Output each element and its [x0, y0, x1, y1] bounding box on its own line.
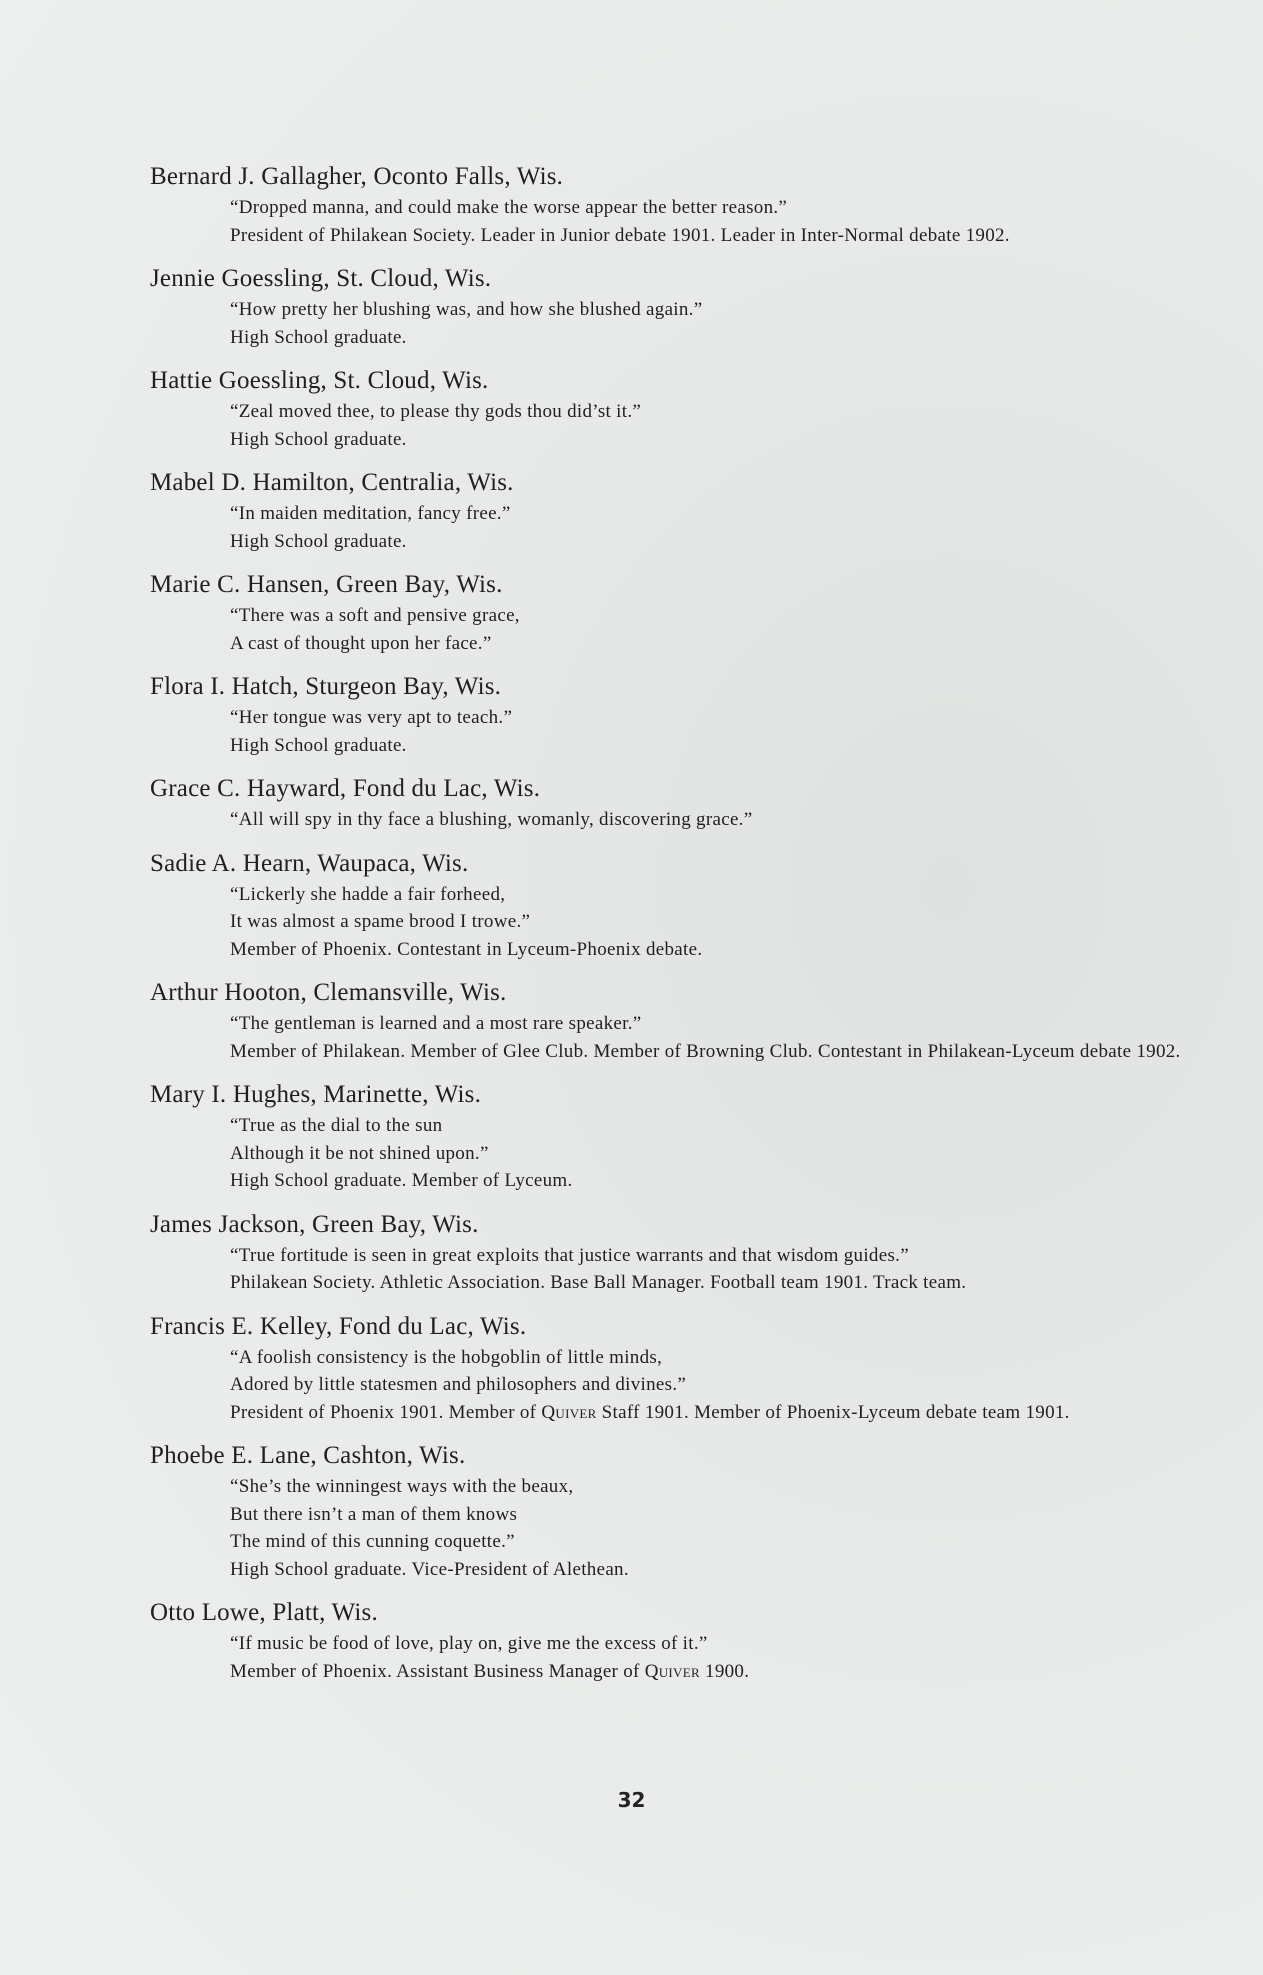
entry-name: Bernard J. Gallagher, Oconto Falls, Wis.: [150, 163, 564, 190]
entry-quote-line: “A foolish consistency is the hobgoblin of little minds,: [230, 1346, 663, 1368]
entry-name: Francis E. Kelley, Fond du Lac, Wis.: [150, 1312, 527, 1340]
entry-note: President of Philakean Society. Leader in Junior debate 1901. Leader in Inter-Normal debate 1902.: [230, 224, 1010, 246]
entry-name: Grace C. Hayward, Fond du Lac, Wis.: [150, 775, 541, 802]
entry-quote-line: “How pretty her blushing was, and how she blushed again.”: [230, 299, 703, 320]
entry-quote-line: “The gentleman is learned and a most rare speaker.”: [230, 1013, 642, 1034]
entry: [150, 364, 1210, 453]
entry-body: [150, 194, 1210, 249]
entry-quote-line: “There was a soft and pensive grace,: [230, 605, 520, 626]
entry-quote-line: The mind of this cunning coquette.”: [230, 1531, 515, 1552]
entry-note: Member of Phoenix. Assistant Business Manager of Quiver 1900.: [230, 1660, 750, 1682]
entry: [150, 976, 1210, 1065]
entry-note: Philakean Society. Athletic Association. Base Ball Manager. Football team 1901. Track team.: [230, 1272, 967, 1293]
entry: [150, 160, 1210, 249]
entry-quote-line: “True fortitude is seen in great exploits that justice warrants and that wisdom guides.”: [230, 1244, 909, 1266]
entry-body: [150, 398, 1210, 453]
entry-body: [150, 806, 1210, 834]
entry-name: Mabel D. Hamilton, Centralia, Wis.: [150, 469, 514, 496]
entry-note: High School graduate.: [230, 428, 407, 450]
entry-name: Flora I. Hatch, Sturgeon Bay, Wis.: [150, 673, 502, 700]
entry-body: [150, 704, 1210, 759]
entry-quote-line: Adored by little statesmen and philosophers and divines.”: [230, 1374, 687, 1395]
entry-quote-line: “All will spy in thy face a blushing, womanly, discovering grace.”: [230, 809, 753, 830]
entry: [150, 772, 1210, 834]
entry: [150, 847, 1210, 964]
entry-body: [150, 1242, 1210, 1297]
entry-name: Arthur Hooton, Clemansville, Wis.: [150, 979, 507, 1006]
entry-body: [150, 1112, 1210, 1195]
entry-list: [150, 160, 1210, 1698]
entry-quote-line: “Dropped manna, and could make the worse appear the better reason.”: [230, 197, 788, 218]
entry-quote-line: “Her tongue was very apt to teach.”: [230, 707, 513, 728]
entry-body: [150, 1010, 1210, 1065]
entry: [150, 1439, 1210, 1583]
entry-note: High School graduate.: [230, 326, 407, 348]
entry-body: [150, 296, 1210, 351]
entry: [150, 262, 1210, 351]
entry: [150, 466, 1210, 555]
entry: [150, 670, 1210, 759]
entry: [150, 1208, 1210, 1297]
entry-quote-line: “She’s the winningest ways with the beaux,: [230, 1476, 574, 1497]
entry-quote-line: “True as the dial to the sun: [230, 1115, 443, 1136]
entry-name: Jennie Goessling, St. Cloud, Wis.: [150, 265, 492, 292]
entry-quote-line: But there isn’t a man of them knows: [230, 1503, 518, 1525]
entry-body: [150, 1630, 1210, 1685]
entry-note: High School graduate. Vice-President of Alethean.: [230, 1558, 629, 1580]
entry-quote-line: “Zeal moved thee, to please thy gods thou did’st it.”: [230, 401, 642, 422]
entry-name: Phoebe E. Lane, Cashton, Wis.: [150, 1442, 466, 1469]
entry-name: Marie C. Hansen, Green Bay, Wis.: [150, 571, 503, 598]
entry: [150, 1596, 1210, 1685]
entry: [150, 1310, 1210, 1427]
page-number: 32: [617, 1788, 646, 1812]
entry-quote-line: “Lickerly she hadde a fair forheed,: [230, 883, 506, 905]
entry-name: Mary I. Hughes, Marinette, Wis.: [150, 1081, 482, 1108]
entry-body: [150, 1473, 1210, 1583]
entry-quote-line: “In maiden meditation, fancy free.”: [230, 503, 511, 524]
entry-quote-line: A cast of thought upon her face.”: [230, 632, 492, 654]
entry-name: Otto Lowe, Platt, Wis.: [150, 1599, 378, 1626]
entry-body: [150, 881, 1210, 964]
entry-note: President of Phoenix 1901. Member of Quiver Staff 1901. Member of Phoenix-Lyceum debate team 1901.: [230, 1401, 1070, 1423]
entry-name: Sadie A. Hearn, Waupaca, Wis.: [150, 849, 469, 877]
entry-note: High School graduate.: [230, 530, 407, 552]
entry-body: [150, 1344, 1210, 1427]
entry: [150, 568, 1210, 657]
entry-body: [150, 500, 1210, 555]
entry-note: Member of Phoenix. Contestant in Lyceum-Phoenix debate.: [230, 938, 703, 960]
entry-body: [150, 602, 1210, 657]
entry-quote-line: It was almost a spame brood I trowe.”: [230, 911, 531, 932]
entry-quote-line: Although it be not shined upon.”: [230, 1142, 489, 1164]
entry-note: High School graduate.: [230, 734, 407, 756]
entry-name: Hattie Goessling, St. Cloud, Wis.: [150, 367, 489, 394]
entry-note: High School graduate. Member of Lyceum.: [230, 1170, 573, 1191]
entry: [150, 1078, 1210, 1195]
entry-name: James Jackson, Green Bay, Wis.: [150, 1210, 479, 1238]
entry-quote-line: “If music be food of love, play on, give me the excess of it.”: [230, 1633, 708, 1654]
entry-note: Member of Philakean. Member of Glee Club. Member of Browning Club. Contestant in Philakean-Lyceum debate 1902.: [230, 1040, 1181, 1062]
